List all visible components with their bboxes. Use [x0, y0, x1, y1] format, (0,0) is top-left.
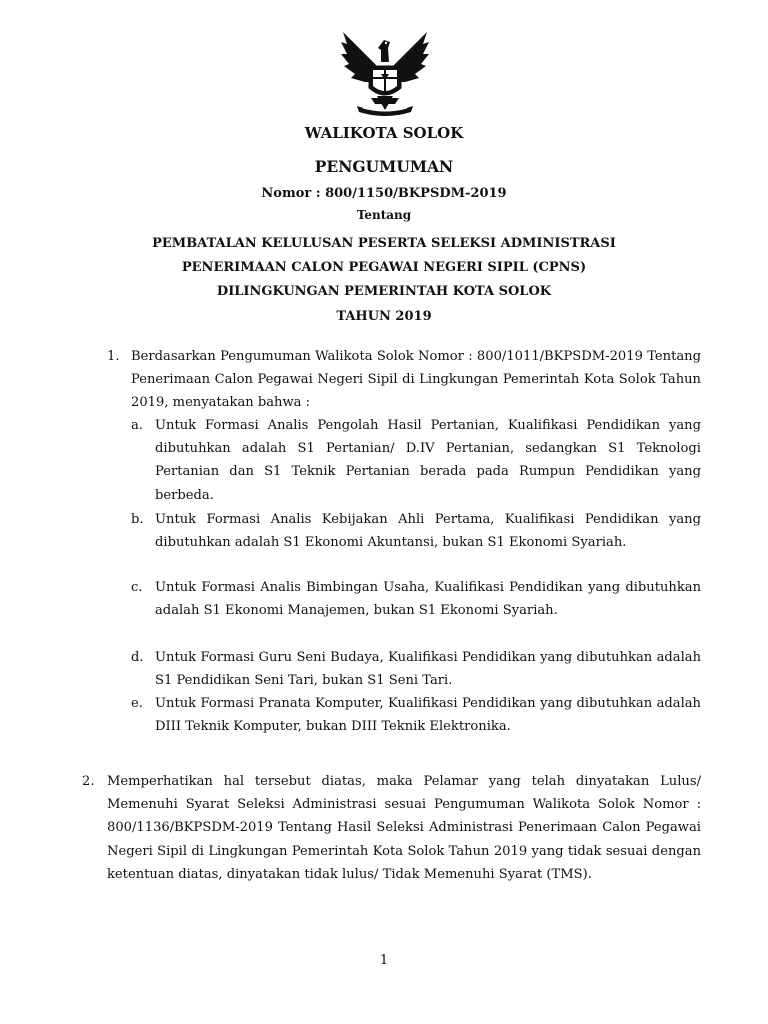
subitem-c-text: Untuk Formasi Analis Bimbingan Usaha, Kualifikasi Pendidikan yang dibutuhkan adalah S1 Ekonomi Manajemen, bukan S1 Ekonomi Syariah. — [155, 580, 701, 619]
about-label: Tentang — [356, 208, 412, 222]
subitem-e-text: Untuk Formasi Pranata Komputer, Kualifikasi Pendidikan yang dibutuhkan adalah DIII Teknik Komputer, bukan DIII Teknik Elektronika. — [155, 696, 701, 735]
subitem-a-label: a. — [131, 418, 143, 433]
item-2-text: Memperhatikan hal tersebut diatas, maka Pelamar yang telah dinyatakan Lulus/ Memenuhi Syarat Seleksi Administrasi sesuai Pengumuman Walikota Solok Nomor : 800/1136/BKPSDM-2019 Tentang Hasil Seleksi Administrasi Penerimaan Calon Pegawai Negeri Sipil di Lingkungan Pemerintah Kota Solok Tahun 2019 yang tidak sesuai dengan ketentuan diatas, dinyatakan tidak lulus/ Tidak Memenuhi Syarat (TMS). — [107, 774, 701, 882]
subitem-b-text: Untuk Formasi Analis Kebijakan Ahli Pertama, Kualifikasi Pendidikan yang dibutuhkan adalah S1 Ekonomi Akuntansi, bukan S1 Ekonomi Syariah. — [155, 512, 701, 551]
item-1-text: Berdasarkan Pengumuman Walikota Solok Nomor : 800/1011/BKPSDM-2019 Tentang Penerimaan Calon Pegawai Negeri Sipil di Lingkungan Pemerintah Kota Solok Tahun 2019, menyatakan bahwa : — [131, 349, 701, 411]
title-line-1: PEMBATALAN KELULUSAN PESERTA SELEKSI ADMINISTRASI — [152, 236, 616, 251]
title-line-4: TAHUN 2019 — [336, 309, 432, 324]
item-2-number: 2. — [82, 774, 95, 789]
document-number: Nomor : 800/1150/BKPSDM-2019 — [261, 186, 507, 201]
authority-heading: WALIKOTA SOLOK — [304, 124, 464, 142]
subitem-c-label: c. — [131, 580, 143, 595]
title-line-2: PENERIMAAN CALON PEGAWAI NEGERI SIPIL (CPNS) — [181, 260, 587, 275]
subitem-d-text: Untuk Formasi Guru Seni Budaya, Kualifikasi Pendidikan yang dibutuhkan adalah S1 Pendidikan Seni Tari, bukan S1 Seni Tari. — [155, 650, 701, 689]
subitem-e-label: e. — [131, 696, 143, 711]
page-number: 1 — [379, 953, 389, 968]
title-line-3: DILINGKUNGAN PEMERINTAH KOTA SOLOK — [216, 284, 552, 299]
garuda-emblem-icon — [335, 28, 435, 118]
subitem-a-text: Untuk Formasi Analis Pengolah Hasil Pertanian, Kualifikasi Pendidikan yang dibutuhkan adalah S1 Pertanian/ D.IV Pertanian, sedangkan S1 Teknologi Pertanian dan S1 Teknik Pertanian berada pada Rumpun Pendidikan yang berbeda. — [155, 418, 701, 503]
item-1-number: 1. — [107, 349, 120, 364]
document-type-heading: PENGUMUMAN — [314, 157, 454, 176]
subitem-d-label: d. — [131, 650, 144, 665]
subitem-b-label: b. — [131, 512, 144, 527]
